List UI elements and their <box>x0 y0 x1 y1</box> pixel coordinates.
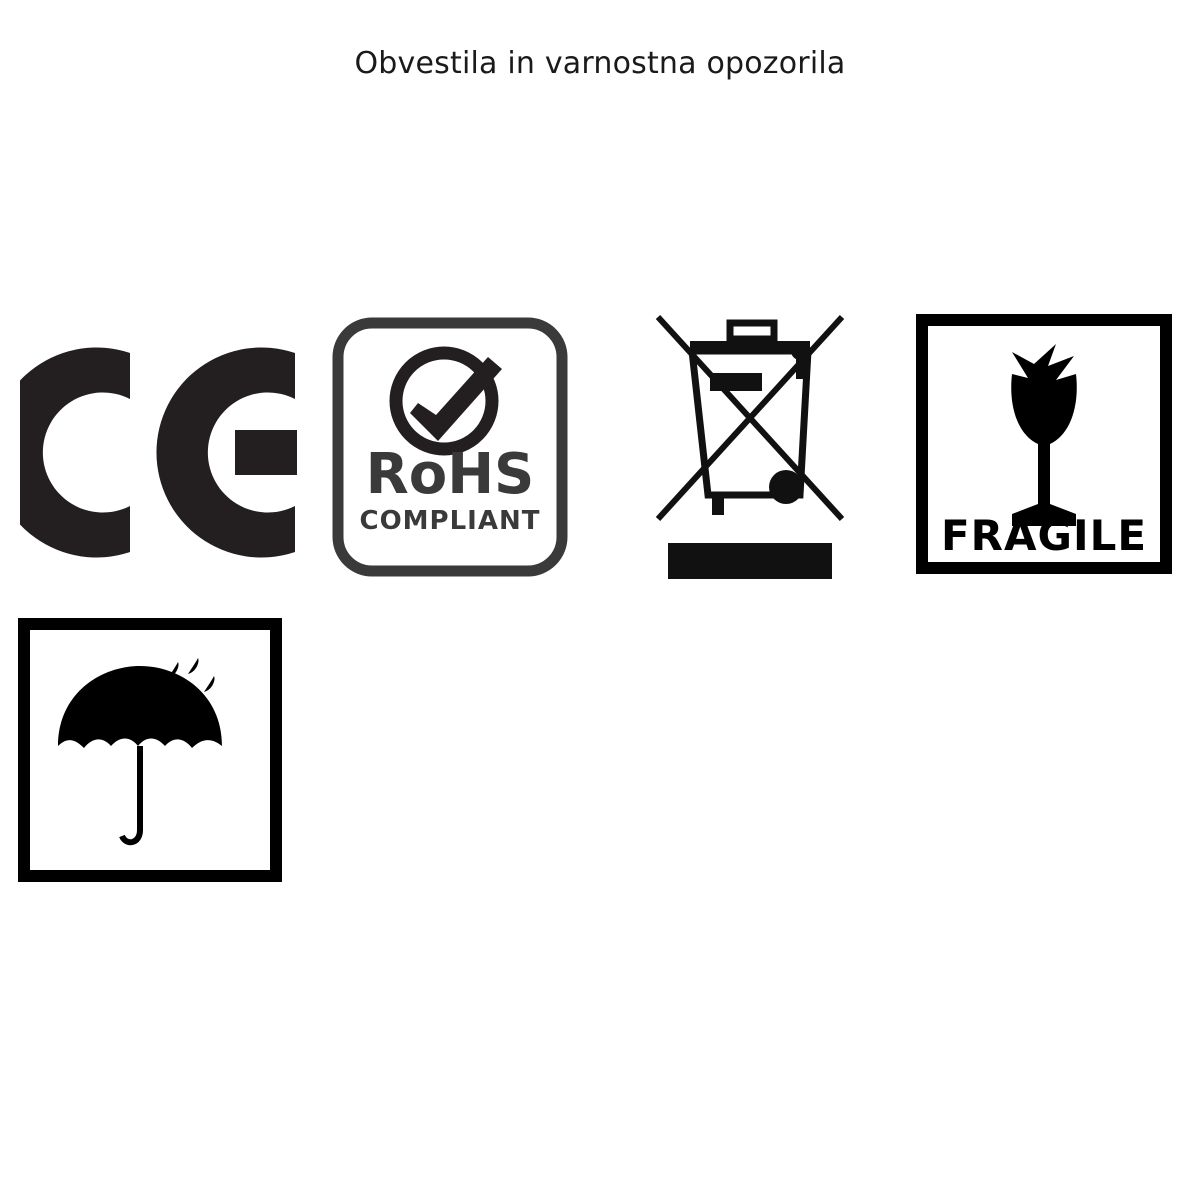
rohs-label: RoHS <box>365 442 535 507</box>
rohs-caption: COMPLIANT <box>359 506 541 536</box>
rohs-compliant-icon <box>332 317 568 577</box>
rohs-compliant-symbol <box>332 317 568 577</box>
ce-marking-icon <box>20 345 300 560</box>
weee-symbol <box>650 305 850 595</box>
fragile-label: FRAGILE <box>940 511 1148 560</box>
ce-marking-symbol <box>20 345 300 560</box>
fragile-glass-icon <box>916 314 1172 574</box>
crossed-out-wheelie-bin-icon <box>650 305 850 595</box>
symbol-row <box>0 300 1200 600</box>
fragile-symbol <box>916 314 1172 574</box>
keep-dry-umbrella-icon <box>18 618 282 882</box>
keep-dry-symbol <box>18 618 282 882</box>
page-title: Obvestila in varnostna opozorila <box>354 46 846 81</box>
